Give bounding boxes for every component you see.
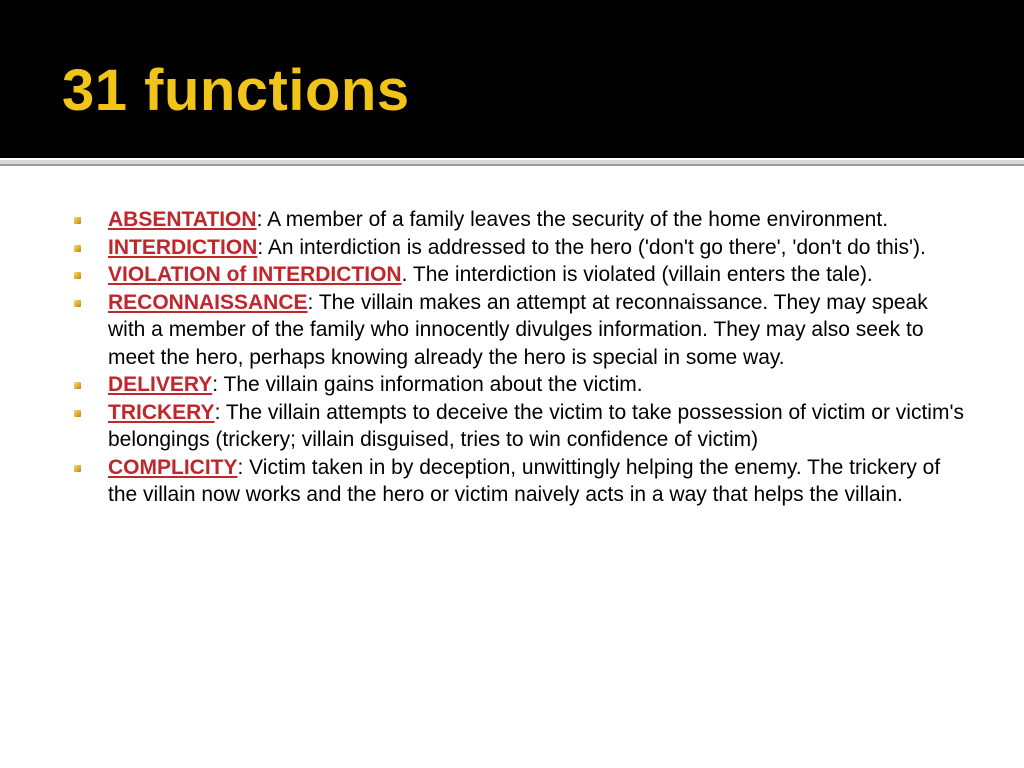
item-description: : The villain gains information about the victim. [212, 373, 643, 396]
bullet-icon [74, 382, 81, 389]
list-item-reconnaissance [70, 289, 970, 372]
slide-title: 31 functions [62, 58, 410, 123]
list-item-absentation [70, 206, 970, 234]
term-label: INTERDICTION [108, 235, 258, 259]
bullet-icon [74, 410, 81, 417]
list-item-interdiction [70, 234, 970, 262]
item-description: : The villain makes an attempt at reconnaissance. They may speak with a member of the family who innocently divulges information. They may also seek to meet the hero, perhaps knowing already the hero is special in some way. [108, 290, 928, 369]
term-label: COMPLICITY [108, 455, 238, 479]
bullet-icon [74, 300, 81, 307]
bullet-icon [74, 272, 81, 279]
list-item-trickery [70, 399, 970, 454]
term-label: VIOLATION of INTERDICTION [108, 263, 402, 286]
list-item-delivery [70, 371, 970, 399]
item-description: . The interdiction is violated (villain enters the tale). [401, 263, 873, 286]
list-item-violation [70, 261, 970, 289]
function-list [70, 206, 970, 509]
item-description: : Victim taken in by deception, unwittingly helping the enemy. The trickery of the villain now works and the hero or victim naively acts in a way that helps the villain. [108, 455, 941, 506]
term-label: TRICKERY [108, 400, 215, 424]
term-label: RECONNAISSANCE [108, 290, 308, 314]
list-item-complicity [70, 454, 970, 509]
divider-dark [0, 164, 1024, 166]
bullet-icon [74, 465, 81, 472]
title-bar [0, 0, 1024, 158]
item-description: : A member of a family leaves the security of the home environment. [256, 208, 889, 231]
bullet-icon [74, 217, 81, 224]
item-description: : An interdiction is addressed to the hero ('don't go there', 'don't do this'). [257, 235, 926, 259]
term-label: DELIVERY [108, 373, 213, 396]
term-label: ABSENTATION [108, 208, 257, 231]
item-description: : The villain attempts to deceive the victim to take possession of victim or victim's belongings (trickery; villain disguised, tries to win confidence of victim) [108, 400, 964, 451]
bullet-icon [74, 245, 81, 252]
